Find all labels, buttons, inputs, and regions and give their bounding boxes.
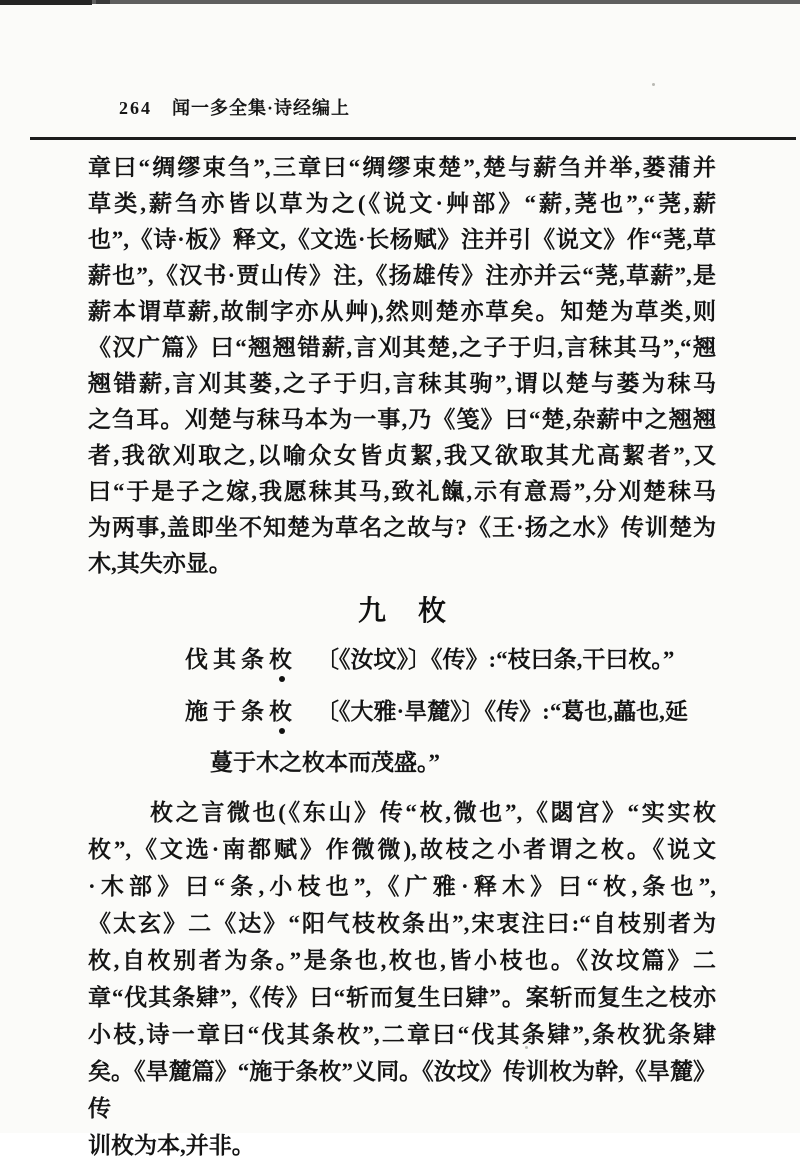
paragraph-continued <box>88 150 716 582</box>
text-line: 薪也”,《汉书·贾山传》注,《扬雄传》注亦并云“荛,草薪”,是 <box>88 263 716 288</box>
page-body <box>88 150 716 1164</box>
term-text: 施于条 <box>185 699 269 724</box>
text-line: 矣。《旱麓篇》“施于条枚”义同。《汝坟》传训枚为幹,《旱麓》传 <box>88 1059 716 1121</box>
text-line: 枚”,《文选·南都赋》作微微),故枝之小者谓之枚。《说文 <box>88 837 716 862</box>
gloss-entry-term <box>185 647 292 672</box>
text-line: 章曰“绸缪束刍”,三章曰“绸缪束楚”,楚与薪刍并举,蒌蒲并 <box>88 155 716 180</box>
section-word: 枚 <box>418 596 447 627</box>
gloss-continuation: 蔓于木之枚本而茂盛。” <box>210 750 440 775</box>
gloss-text: 〔《大雅·旱麓》〕《传》:“葛也,藟也,延 <box>316 699 688 724</box>
gloss-entries <box>88 640 716 782</box>
running-head <box>119 94 350 120</box>
gloss-entry-term <box>185 699 292 724</box>
section-number: 九 <box>357 596 386 627</box>
text-line: 枚之言微也(《东山》传“枚,微也”,《閟宫》“实实枚 <box>150 800 716 825</box>
text-line: 枚,自枚别者为条。”是条也,枚也,皆小枝也。《汝坟篇》二 <box>88 948 716 973</box>
gloss-text: 〔《汝坟》〕《传》:“枝曰条,干曰枚。” <box>316 647 675 672</box>
page-number: 264 <box>119 98 152 118</box>
text-line: 草类,薪刍亦皆以草为之(《说文·艸部》“薪,荛也”,“荛,薪 <box>88 191 716 216</box>
term-emphasis: 枚 <box>269 699 292 724</box>
text-line: 曰“于是子之嫁,我愿秣其马,致礼餼,示有意焉”,分刈楚秣马 <box>88 479 716 504</box>
text-line: 《汉广篇》曰“翘翘错薪,言刈其楚,之子于归,言秣其马”,“翘 <box>88 335 716 360</box>
text-line: 木,其失亦显。 <box>88 551 232 576</box>
text-line: 者,我欲刈取之,以喻众女皆贞絜,我又欲取其尤高絜者”,又 <box>88 443 716 468</box>
section-title <box>88 592 716 632</box>
text-line: 章“伐其条肄”,《传》曰“斩而复生曰肄”。案斩而复生之枝亦 <box>88 985 716 1010</box>
text-line: 薪本谓草薪,故制字亦从艸),然则楚亦草矣。知楚为草类,则 <box>88 299 716 324</box>
header-divider <box>30 137 796 140</box>
text-line: 训枚为本,并非。 <box>88 1133 255 1158</box>
text-line: 翘错薪,言刈其蒌,之子于归,言秣其驹”,谓以楚与蒌为秣马 <box>88 371 716 396</box>
gloss-entry <box>185 640 716 680</box>
paragraph-commentary <box>88 794 716 1164</box>
term-emphasis: 枚 <box>269 647 292 672</box>
text-line: 也”,《诗·板》释文,《文选·长杨赋》注并引《说文》作“荛,草 <box>88 227 716 252</box>
text-line: ·木部》曰“条,小枝也”,《广雅·释木》曰“枚,条也”, <box>88 874 716 899</box>
gloss-entry <box>185 692 716 732</box>
text-line: 之刍耳。刈楚与秣马本为一事,乃《笺》曰“楚,杂薪中之翘翘 <box>88 407 716 432</box>
book-title: 闻一多全集·诗经编上 <box>172 98 351 118</box>
scan-speck <box>652 83 655 86</box>
text-line: 为两事,盖即坐不知楚为草名之故与?《王·扬之水》传训楚为 <box>88 515 716 540</box>
text-line: 小枝,诗一章曰“伐其条枚”,二章曰“伐其条肄”,条枚犹条肄 <box>88 1022 716 1047</box>
text-line: 《太玄》二《达》“阳气枝枚条出”,宋衷注曰:“自枝别者为 <box>88 911 716 936</box>
term-text: 伐其条 <box>185 647 269 672</box>
scan-artifact-top <box>0 0 800 4</box>
